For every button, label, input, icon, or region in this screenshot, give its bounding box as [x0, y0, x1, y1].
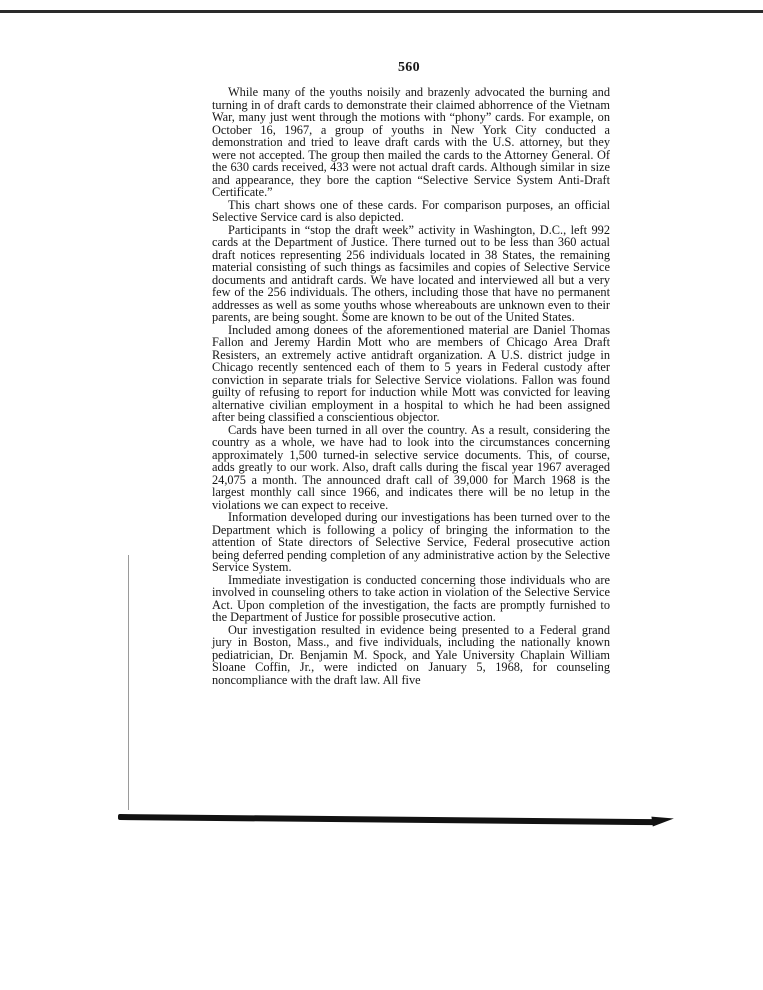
left-margin-line	[128, 555, 129, 810]
paragraph-grand-jury-boston: Our investigation resulted in evidence being presented to a Federal grand jury in Boston, Mass., and five individuals, including the nationally known pediatrician, Dr. Benjamin M. Spock, and Yale University Chaplain William Sloane Coffin, Jr., were indicted on January 5, 1968, for counseling noncompliance with the draft law. All five	[212, 622, 610, 687]
page-number: 560	[398, 60, 420, 75]
paragraph-draft-card-demonstration: While many of the youths noisily and brazenly advocated the burning and turning in of draft cards to demonstrate their claimed abhorrence of the Vietnam War, many just went through the motions with “phony” cards. For example, on October 16, 1967, a group of youths in New York City conducted a demonstration and tried to leave draft cards with the U.S. attorney, but they were not accepted. The group then mailed the cards to the Attorney General. Of the 630 cards received, 433 were not actual draft cards. Although similar in size and appearance, they bore the caption “Selective Service System Anti-Draft Certificate.”	[212, 85, 610, 199]
paragraph-immediate-investigation: Immediate investigation is conducted concerning those individuals who are involved in counseling others to take action in violation of the Selective Service Act. Upon completion of the investigation, the facts are promptly furnished to the Department of Justice for possible prosecutive action.	[212, 572, 610, 624]
bottom-scan-border-tail	[651, 814, 674, 827]
paragraph-fallon-mott: Included among donees of the aforementioned material are Daniel Thomas Fallon and Jeremy Hardin Mott who are members of Chicago Area Draft Resisters, an extremely active antidraft organization. A U.S. district judge in Chicago recently sentenced each of them to 5 years in Federal custody after conviction in separate trials for Selective Service violations. Fallon was found guilty of refusing to report for induction while Mott was convicted for leaving alternative civilian employment in a hospital to which he had been assigned after being classified a conscientious objector.	[212, 322, 610, 424]
bottom-scan-border	[118, 814, 656, 825]
top-scan-border	[0, 10, 763, 13]
paragraph-information-developed: Information developed during our investigations has been turned over to the Department which is following a policy of bringing the information to the attention of State directors of Selective Service, Federal prosecutive action being deferred pending completion of any administrative action by the Selective Service System.	[212, 510, 610, 574]
paragraph-chart-reference: This chart shows one of these cards. For comparison purposes, an official Selective Service card is also depicted.	[212, 197, 610, 224]
paragraph-cards-turned-in: Cards have been turned in all over the country. As a result, considering the country as a whole, we have had to look into the circumstances concerning approximately 1,500 turned-in selective service documents. This, of course, adds greatly to our work. Also, draft calls during the fiscal year 1967 averaged 24,075 a month. The announced draft call of 39,000 for March 1968 is the largest monthly call since 1966, and indicates there will be no letup in the violations we can expect to receive.	[212, 422, 610, 512]
body-text	[212, 86, 610, 686]
paragraph-stop-the-draft-week: Participants in “stop the draft week” activity in Washington, D.C., left 992 cards at the Department of Justice. There turned out to be less than 360 actual draft notices representing 256 individuals located in 38 States, the remaining material consisting of such things as facsimiles and copies of Selective Service documents and antidraft cards. We have located and interviewed all but a very few of the 256 individuals. The others, including those that have no permanent addresses as well as some youths whose whereabouts are unknown even to their parents, are being sought. Some are known to be out of the United States.	[212, 222, 610, 324]
